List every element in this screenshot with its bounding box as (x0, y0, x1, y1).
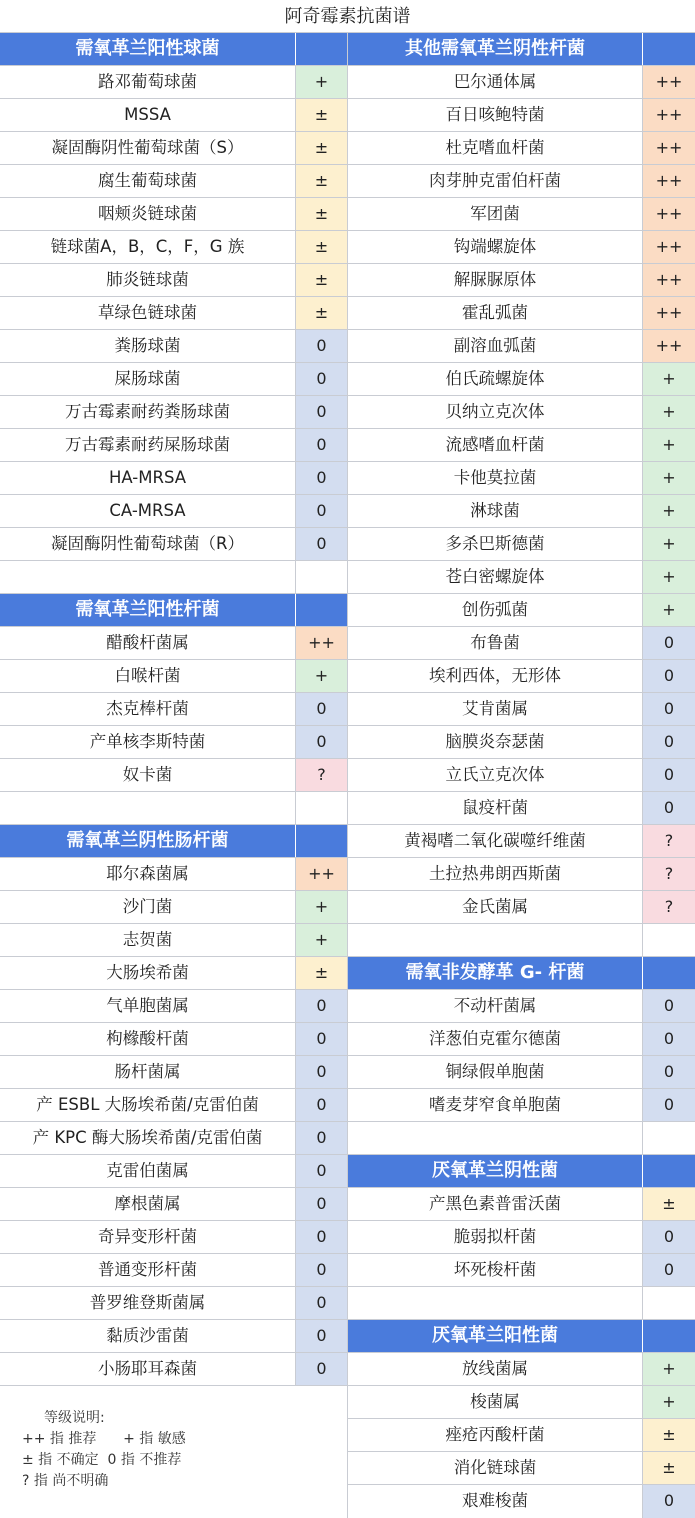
grade-cell: ± (642, 1419, 695, 1451)
section-title: 其他需氧革兰阴性杆菌 (405, 38, 585, 59)
grade-cell: 0 (295, 396, 347, 428)
table-row (0, 132, 347, 165)
legend-not-recommended: 0 指 不推荐 (107, 1452, 182, 1468)
legend-line (22, 1471, 186, 1492)
organism-name: 肺炎链球菌 (106, 270, 189, 289)
grade-cell: 0 (295, 330, 347, 362)
organism-name: 白喉杆菌 (114, 666, 181, 685)
table-row (348, 330, 695, 363)
organism-name: 埃利西体，无形体 (429, 666, 561, 685)
table-row (0, 1254, 347, 1287)
grade-cell: ++ (642, 132, 695, 164)
organism-name: 普罗维登斯菌属 (89, 1293, 206, 1312)
table-row (348, 858, 695, 891)
table-row (348, 990, 695, 1023)
organism-name: 巴尔通体属 (453, 72, 537, 91)
header-grade-cell (295, 33, 347, 65)
table-row (0, 1188, 347, 1221)
table-row (0, 495, 347, 528)
table-row (348, 594, 695, 627)
organism-name: 嗜麦芽窄食单胞菌 (429, 1095, 561, 1114)
grade-cell: + (295, 66, 347, 98)
table-row (0, 297, 347, 330)
table-row (348, 231, 695, 264)
empty-row (348, 1287, 695, 1320)
grade-cell: 0 (295, 1353, 347, 1385)
organism-name: CA-MRSA (109, 501, 186, 520)
grade-cell: ± (295, 231, 347, 263)
section-header (348, 33, 695, 66)
table-row (0, 462, 347, 495)
empty-row (0, 792, 347, 825)
legend-box (0, 1386, 347, 1518)
table-row (348, 1056, 695, 1089)
grade-cell: ± (642, 1188, 695, 1220)
grade-cell: 0 (295, 1320, 347, 1352)
grade-cell: 0 (295, 495, 347, 527)
grade-cell: 0 (642, 1485, 695, 1518)
grade-cell: + (642, 396, 695, 428)
table-row (348, 1254, 695, 1287)
left-column (0, 33, 347, 1518)
grade-cell: 0 (295, 693, 347, 725)
organism-name: 产黑色素普雷沃菌 (429, 1194, 561, 1213)
table-row (348, 132, 695, 165)
table-row (348, 1386, 695, 1419)
table-row (348, 660, 695, 693)
grade-cell: ++ (642, 165, 695, 197)
organism-name: MSSA (124, 105, 171, 124)
organism-name: 苍白密螺旋体 (445, 567, 545, 586)
header-grade-cell (642, 1155, 695, 1187)
grade-cell: ++ (295, 858, 347, 890)
section-title: 需氧革兰阳性球菌 (75, 38, 220, 59)
grade-cell: 0 (295, 363, 347, 395)
legend-title: 等级说明: (44, 1410, 105, 1426)
header-grade-cell (295, 594, 347, 626)
organism-name: 创伤弧菌 (462, 600, 528, 619)
table-row (0, 990, 347, 1023)
legend-sensitive: + 指 敏感 (123, 1431, 186, 1447)
table-row (348, 528, 695, 561)
section-header (0, 594, 347, 627)
grade-cell: ++ (295, 627, 347, 659)
grade-cell: 0 (295, 528, 347, 560)
grade-cell: ++ (642, 297, 695, 329)
organism-name: 消化链球菌 (453, 1458, 537, 1477)
grade-cell: 0 (642, 1254, 695, 1286)
table-row (348, 462, 695, 495)
table-row (0, 99, 347, 132)
legend-unclear: ? 指 尚不明确 (22, 1473, 109, 1489)
grade-cell: 0 (642, 792, 695, 824)
grade-cell: 0 (295, 1188, 347, 1220)
table-row (348, 429, 695, 462)
organism-name: 肠杆菌属 (114, 1062, 181, 1081)
organism-name: 耶尔森菌属 (106, 864, 189, 883)
section-header (348, 1155, 695, 1188)
legend (0, 1386, 186, 1518)
table-row (348, 396, 695, 429)
table-row (348, 1452, 695, 1485)
organism-name: 钩端螺旋体 (453, 237, 537, 256)
grade-cell: 0 (295, 1089, 347, 1121)
section-title: 厌氧革兰阴性菌 (432, 1160, 558, 1181)
organism-name: 枸橼酸杆菌 (106, 1029, 189, 1048)
organism-name: 奴卡菌 (122, 765, 173, 784)
table-row (0, 1122, 347, 1155)
table-row (0, 66, 347, 99)
table-row (0, 693, 347, 726)
organism-name: 痤疮丙酸杆菌 (445, 1425, 545, 1444)
table-row (0, 363, 347, 396)
table-row (0, 1221, 347, 1254)
table-row (0, 429, 347, 462)
header-grade-cell (295, 825, 347, 857)
table-row (0, 1353, 347, 1386)
table-row (348, 825, 695, 858)
grade-cell: 0 (642, 726, 695, 758)
table-row (348, 1221, 695, 1254)
grade-cell: ± (295, 264, 347, 296)
table-row (348, 561, 695, 594)
table-row (0, 528, 347, 561)
table-row (0, 1287, 347, 1320)
grade-cell: 0 (642, 627, 695, 659)
grade-cell: 0 (642, 693, 695, 725)
table-row (348, 726, 695, 759)
grade-cell: + (642, 1386, 695, 1418)
grade-cell: + (642, 528, 695, 560)
organism-name: 路邓葡萄球菌 (98, 72, 197, 91)
table-row (0, 330, 347, 363)
section-title: 厌氧革兰阳性菌 (432, 1325, 558, 1346)
organism-name: 多杀巴斯德菌 (445, 534, 545, 553)
organism-name: 卡他莫拉菌 (453, 468, 537, 487)
grade-cell: + (295, 891, 347, 923)
empty-row (348, 1122, 695, 1155)
grade-cell: + (295, 660, 347, 692)
table-row (348, 198, 695, 231)
table-row (0, 957, 347, 990)
grade-cell: ? (642, 858, 695, 890)
grade-cell: ± (295, 132, 347, 164)
table-row (348, 297, 695, 330)
legend-uncertain: ± 指 不确定 (22, 1452, 99, 1468)
organism-name: 艾肯菌属 (462, 699, 528, 718)
organism-name: 立氏立克次体 (445, 765, 545, 784)
grade-cell: 0 (642, 660, 695, 692)
organism-name: 屎肠球菌 (114, 369, 181, 388)
organism-name: 副溶血弧菌 (453, 336, 537, 355)
table-row (348, 693, 695, 726)
grade-cell: 0 (295, 1023, 347, 1055)
organism-name: 沙门菌 (122, 897, 173, 916)
table-row (0, 1056, 347, 1089)
grade-cell: ++ (642, 264, 695, 296)
organism-name: 气单胞菌属 (106, 996, 189, 1015)
organism-name: 土拉热弗朗西斯菌 (429, 864, 561, 883)
section-header (348, 957, 695, 990)
organism-name: 伯氏疏螺旋体 (445, 369, 545, 388)
organism-name: 大肠埃希菌 (106, 963, 189, 982)
table-row (348, 99, 695, 132)
organism-name: 产单核李斯特菌 (89, 732, 206, 751)
legend-line (22, 1450, 186, 1471)
grade-cell: + (642, 594, 695, 626)
organism-name: 克雷伯菌属 (106, 1161, 189, 1180)
table-row (0, 396, 347, 429)
table-row (0, 198, 347, 231)
table-row (0, 627, 347, 660)
grade-cell: 0 (295, 1287, 347, 1319)
grade-cell: ? (295, 759, 347, 791)
header-grade-cell (642, 957, 695, 989)
table-row (0, 231, 347, 264)
grade-cell: 0 (295, 462, 347, 494)
organism-name: 脆弱拟杆菌 (453, 1227, 537, 1246)
organism-name: 百日咳鲍特菌 (445, 105, 545, 124)
section-title: 需氧非发酵革 G- 杆菌 (405, 962, 585, 983)
grade-cell: 0 (295, 1056, 347, 1088)
grade-cell: 0 (642, 1089, 695, 1121)
organism-name: 万古霉素耐药屎肠球菌 (65, 435, 230, 454)
section-title: 需氧革兰阴性肠杆菌 (66, 830, 229, 851)
right-column (347, 33, 695, 1518)
organism-name: 杰克棒杆菌 (106, 699, 189, 718)
grade-cell: ± (295, 99, 347, 131)
section-header (0, 33, 347, 66)
organism-name: 万古霉素耐药粪肠球菌 (65, 402, 230, 421)
organism-name: 解脲脲原体 (453, 270, 537, 289)
table-row (348, 1419, 695, 1452)
grade-cell: ? (642, 891, 695, 923)
section-title: 需氧革兰阳性杆菌 (75, 599, 220, 620)
organism-name: 粪肠球菌 (114, 336, 181, 355)
table-row (0, 264, 347, 297)
page-title: 阿奇霉素抗菌谱 (0, 0, 695, 33)
organism-name: 不动杆菌属 (453, 996, 537, 1015)
table-row (348, 792, 695, 825)
table-row (348, 1188, 695, 1221)
table-row (348, 1353, 695, 1386)
organism-name: 脑膜炎奈瑟菌 (445, 732, 545, 751)
organism-name: 鼠疫杆菌 (462, 798, 528, 817)
grade-cell: ++ (642, 330, 695, 362)
grade-cell: 0 (295, 1221, 347, 1253)
organism-name: 淋球菌 (470, 501, 520, 520)
grade-cell: ± (295, 957, 347, 989)
organism-name: 产 KPC 酶大肠埃希菌/克雷伯菌 (32, 1128, 263, 1147)
organism-name: 布鲁菌 (470, 633, 520, 652)
organism-name: 黄褐嗜二氧化碳噬纤维菌 (404, 831, 586, 850)
table-row (0, 1155, 347, 1188)
table-row (348, 165, 695, 198)
grade-cell: 0 (642, 990, 695, 1022)
grade-cell: ± (295, 198, 347, 230)
section-header (0, 825, 347, 858)
table-row (0, 1089, 347, 1122)
organism-name: 奇异变形杆菌 (98, 1227, 197, 1246)
grade-cell: + (642, 495, 695, 527)
organism-name: 梭菌属 (470, 1392, 520, 1411)
organism-name: 咽颊炎链球菌 (98, 204, 197, 223)
table-row (348, 1023, 695, 1056)
organism-name: 艰难梭菌 (462, 1491, 528, 1510)
organism-name: 洋葱伯克霍尔德菌 (429, 1029, 561, 1048)
organism-name: 普通变形杆菌 (98, 1260, 197, 1279)
grade-cell: + (295, 924, 347, 956)
grade-cell: 0 (295, 1155, 347, 1187)
organism-name: 放线菌属 (462, 1359, 528, 1378)
table-row (0, 1023, 347, 1056)
grade-cell: + (642, 429, 695, 461)
grade-cell: ± (295, 165, 347, 197)
organism-name: 坏死梭杆菌 (453, 1260, 537, 1279)
table-row (0, 759, 347, 792)
organism-name: 黏质沙雷菌 (106, 1326, 189, 1345)
grade-cell: ++ (642, 66, 695, 98)
table-row (348, 66, 695, 99)
table-row (348, 1485, 695, 1518)
grade-cell: ± (642, 1452, 695, 1484)
legend-recommended: ++ 指 推荐 (22, 1431, 97, 1447)
organism-name: 产 ESBL 大肠埃希菌/克雷伯菌 (36, 1095, 259, 1114)
organism-name: 金氏菌属 (462, 897, 528, 916)
organism-name: 醋酸杆菌属 (106, 633, 189, 652)
organism-name: 贝纳立克次体 (445, 402, 545, 421)
grade-cell: ± (295, 297, 347, 329)
organism-name: HA-MRSA (108, 468, 187, 487)
grade-cell: + (642, 462, 695, 494)
table-row (348, 1089, 695, 1122)
grade-cell: 0 (295, 429, 347, 461)
legend-line (22, 1429, 186, 1450)
table-row (0, 660, 347, 693)
organism-name: 摩根菌属 (114, 1194, 181, 1213)
grade-cell: 0 (642, 1056, 695, 1088)
grade-cell: 0 (295, 726, 347, 758)
table-row (348, 264, 695, 297)
grade-cell: 0 (295, 1254, 347, 1286)
table-row (348, 759, 695, 792)
table-row (348, 627, 695, 660)
organism-name: 霍乱弧菌 (462, 303, 528, 322)
grade-cell: ? (642, 825, 695, 857)
organism-name: 杜克嗜血杆菌 (445, 138, 545, 157)
organism-name: 志贺菌 (122, 930, 173, 949)
header-grade-cell (642, 33, 695, 65)
grade-cell: 0 (295, 990, 347, 1022)
table-row (348, 891, 695, 924)
organism-name: 铜绿假单胞菌 (445, 1062, 545, 1081)
table-row (0, 1320, 347, 1353)
organism-name: 凝固酶阴性葡萄球菌（S） (51, 138, 244, 157)
section-header (348, 1320, 695, 1353)
grade-cell: + (642, 1353, 695, 1385)
grade-cell: + (642, 561, 695, 593)
table-row (0, 858, 347, 891)
organism-name: 流感嗜血杆菌 (445, 435, 545, 454)
organism-name: 凝固酶阴性葡萄球菌（R） (51, 534, 244, 553)
organism-name: 小肠耶耳森菌 (98, 1359, 197, 1378)
table-row (0, 891, 347, 924)
empty-row (348, 924, 695, 957)
organism-name: 军团菌 (470, 204, 520, 223)
organism-name: 链球菌A，B，C，F，G 族 (50, 237, 245, 256)
table-row (0, 924, 347, 957)
grade-cell: ++ (642, 231, 695, 263)
grade-cell: + (642, 363, 695, 395)
table-row (348, 363, 695, 396)
table-row (0, 165, 347, 198)
header-grade-cell (642, 1320, 695, 1352)
organism-name: 肉芽肿克雷伯杆菌 (429, 171, 561, 190)
grade-cell: 0 (642, 759, 695, 791)
empty-row (0, 561, 347, 594)
table-row (348, 495, 695, 528)
grade-cell: 0 (295, 1122, 347, 1154)
table-row (0, 726, 347, 759)
grade-cell: ++ (642, 198, 695, 230)
grade-cell: 0 (642, 1221, 695, 1253)
organism-name: 腐生葡萄球菌 (98, 171, 197, 190)
organism-name: 草绿色链球菌 (98, 303, 197, 322)
grade-cell: 0 (642, 1023, 695, 1055)
grade-cell: ++ (642, 99, 695, 131)
